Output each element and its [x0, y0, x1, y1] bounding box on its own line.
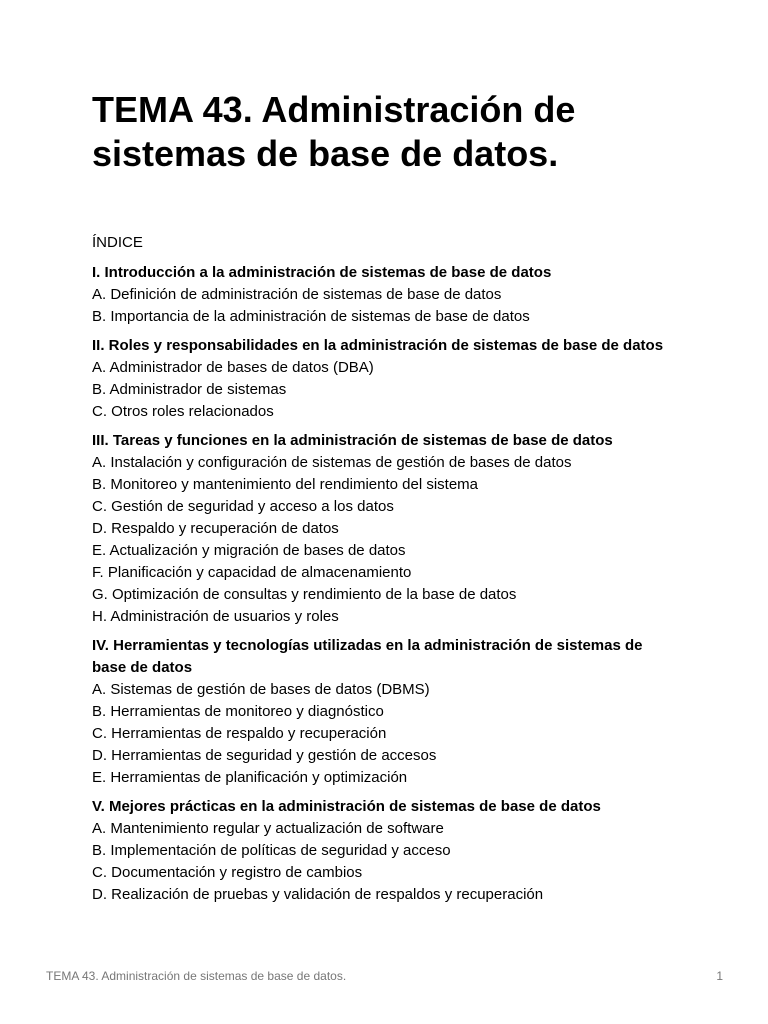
toc-item: A. Instalación y configuración de sistemas de gestión de bases de datos [92, 454, 572, 471]
toc-item: A. Sistemas de gestión de bases de datos (DBMS) [92, 681, 430, 698]
toc-section-title: II. Roles y responsabilidades en la administración de sistemas de base de datos [92, 337, 664, 354]
toc-section-title: III. Tareas y funciones en la administración de sistemas de base de datos [92, 432, 613, 449]
toc-section-title: IV. Herramientas y tecnologías utilizadas en la administración de sistemas de base de datos [92, 637, 643, 676]
toc-item: D. Herramientas de seguridad y gestión de accesos [92, 747, 437, 764]
toc-item: B. Administrador de sistemas [92, 381, 287, 398]
toc-section-title: V. Mejores prácticas en la administración de sistemas de base de datos [92, 798, 601, 815]
toc-item: E. Actualización y migración de bases de datos [92, 542, 406, 559]
toc-item: C. Herramientas de respaldo y recuperación [92, 725, 387, 742]
index-heading: ÍNDICE [92, 234, 143, 251]
toc-section-3 [92, 430, 677, 628]
toc-item: B. Importancia de la administración de sistemas de base de datos [92, 308, 530, 325]
toc-item: C. Otros roles relacionados [92, 403, 274, 420]
toc-item: B. Herramientas de monitoreo y diagnóstico [92, 703, 384, 720]
toc-item: B. Implementación de políticas de seguridad y acceso [92, 842, 451, 859]
toc-item: A. Mantenimiento regular y actualización de software [92, 820, 444, 837]
toc-item: E. Herramientas de planificación y optimización [92, 769, 408, 786]
table-of-contents [92, 262, 677, 913]
toc-section-2 [92, 335, 677, 423]
toc-item: G. Optimización de consultas y rendimiento de la base de datos [92, 586, 517, 603]
toc-section-5 [92, 796, 677, 906]
toc-item: F. Planificación y capacidad de almacenamiento [92, 564, 412, 581]
toc-item: D. Realización de pruebas y validación de respaldos y recuperación [92, 886, 544, 903]
toc-item: D. Respaldo y recuperación de datos [92, 520, 339, 537]
toc-item: C. Documentación y registro de cambios [92, 864, 363, 881]
toc-section-4 [92, 635, 677, 789]
toc-item: A. Definición de administración de sistemas de base de datos [92, 286, 502, 303]
page-title: TEMA 43. Administración de sistemas de base de datos. [92, 89, 576, 174]
toc-section-title: I. Introducción a la administración de sistemas de base de datos [92, 264, 552, 281]
toc-item: A. Administrador de bases de datos (DBA) [92, 359, 374, 376]
toc-section-1 [92, 262, 677, 328]
toc-item: C. Gestión de seguridad y acceso a los datos [92, 498, 394, 515]
page-number: 1 [716, 969, 723, 983]
toc-item: B. Monitoreo y mantenimiento del rendimiento del sistema [92, 476, 479, 493]
footer-title: TEMA 43. Administración de sistemas de base de datos. [46, 969, 347, 983]
toc-item: H. Administración de usuarios y roles [92, 608, 339, 625]
